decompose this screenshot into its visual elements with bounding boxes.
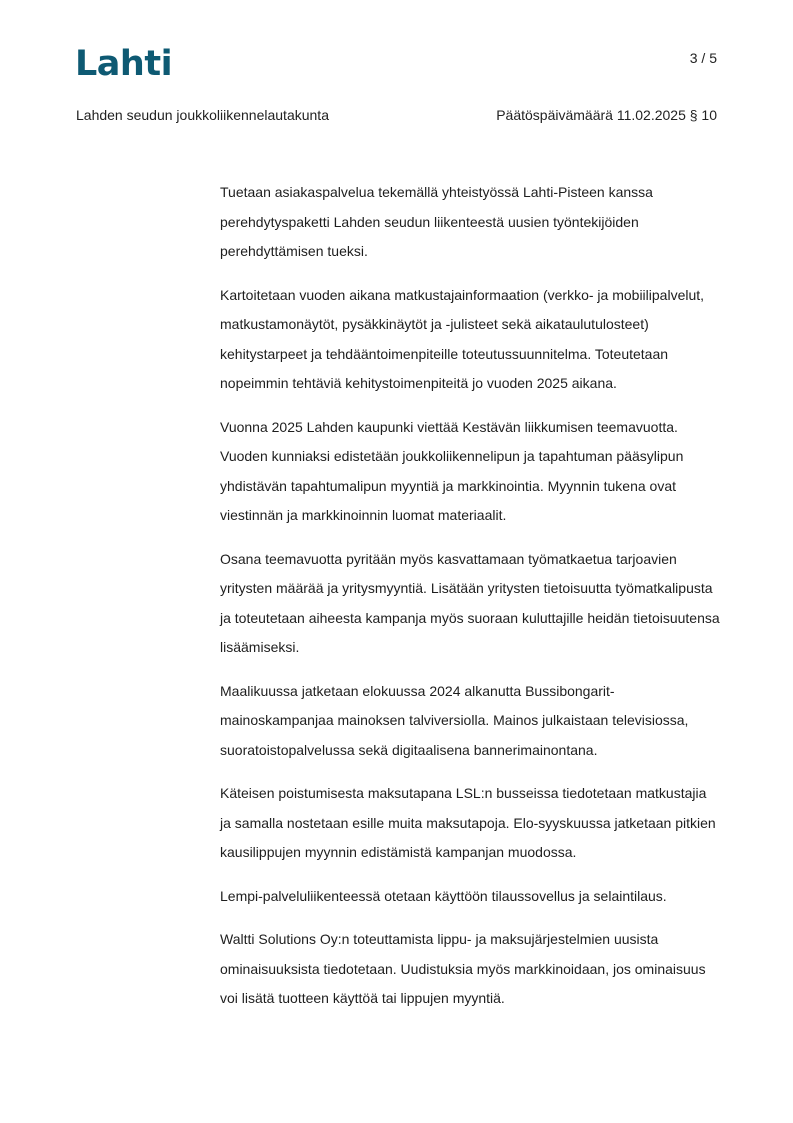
page-number: 3 / 5 [689,50,717,66]
paragraph: Käteisen poistumisesta maksutapana LSL:n busseissa tiedotetaan matkustajia ja samalla nostetaan esille muita maksutapoja. Elo-syyskuussa jatketaan pitkien kausilippujen myynnin edistämistä kampanjan muodossa. [220,785,716,860]
lahti-logo: Lahti [75,44,173,84]
paragraph: Vuonna 2025 Lahden kaupunki viettää Kestävän liikkumisen teemavuotta. Vuoden kunniaksi edistetään joukkoliikennelipun ja tapahtuman pääsylipun yhdistävän tapahtumalipun myyntiä ja markkinointia. Myynnin tukena ovat viestinnän ja markkinoinnin luomat materiaalit. [220,418,684,523]
paragraph: Tuetaan asiakaspalvelua tekemällä yhteistyössä Lahti-Pisteen kanssa perehdytyspaketti Lahden seudun liikenteestä uusien työntekijöiden perehdyttämisen tueksi. [220,184,653,259]
decision-date: Päätöspäivämäärä 11.02.2025 § 10 [496,107,717,123]
paragraph: Osana teemavuotta pyritään myös kasvattamaan työmatkaetua tarjoavien yritysten määrää ja yritysmyyntiä. Lisätään yritysten tietoisuutta työmatkalipusta ja toteutetaan aiheesta kampanja myös suoraan kuluttajille heidän tietoisuutensa lisäämiseksi. [220,550,720,655]
document-body [220,178,720,1028]
paragraph: Maalikuussa jatketaan elokuussa 2024 alkanutta Bussibongarit-mainoskampanjaa mainoksen talviversiolla. Mainos julkaistaan televisiossa, suoratoistopalvelussa sekä digitaalisena bannerimainontana. [220,682,689,758]
organization-name: Lahden seudun joukkoliikennelautakunta [76,107,329,123]
paragraph: Kartoitetaan vuoden aikana matkustajainformaation (verkko- ja mobiilipalvelut, matkustamonäytöt, pysäkkinäytöt ja -julisteet sekä aikataulutulosteet) kehitystarpeet ja tehdääntoimenpiteille toteutussuunnitelma. Toteutetaan nopeimmin tehtäviä kehitystoimenpiteitä jo vuoden 2025 aikana. [220,286,705,391]
paragraph: Waltti Solutions Oy:n toteuttamista lippu- ja maksujärjestelmien uusista ominaisuuksista tiedotetaan. Uudistuksia myös markkinoidaan, jos ominaisuus voi lisätä tuotteen käyttöä tai lippujen myyntiä. [220,931,706,1006]
paragraph: Lempi-palveluliikenteessä otetaan käyttöön tilaussovellus ja selaintilaus. [220,887,667,904]
